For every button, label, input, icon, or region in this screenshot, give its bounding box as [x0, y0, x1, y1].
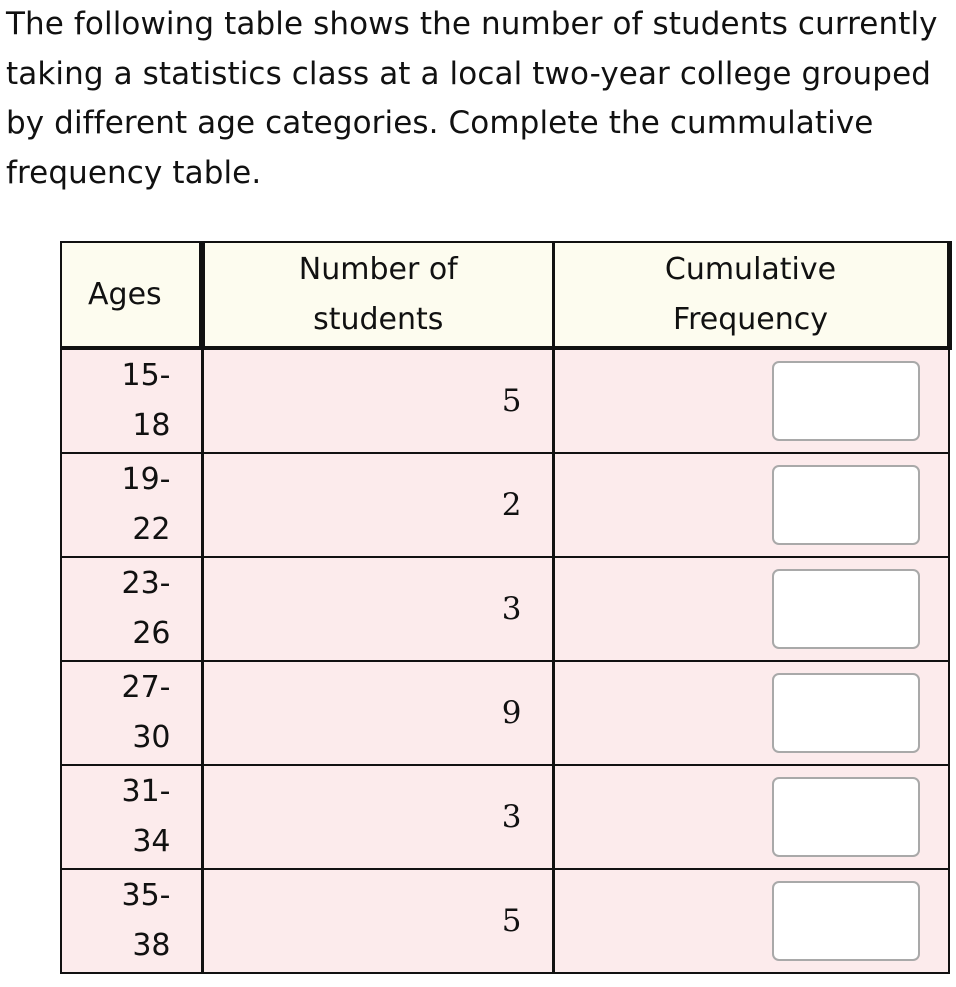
table-row: [61, 765, 949, 869]
age-cell: [61, 348, 202, 453]
age-range-start: 27-: [121, 670, 171, 705]
age-range-end: 26: [132, 616, 171, 651]
table-row: [61, 661, 949, 765]
age-range-start: 19-: [121, 462, 171, 497]
student-count-cell: 5: [202, 348, 553, 453]
age-range-start: 35-: [121, 878, 171, 913]
student-count-cell: 9: [202, 661, 553, 765]
question-text: The following table shows the number of students currently taking a statistics class at a local two-year college grouped by different age categories. Complete the cummulative frequency table.: [6, 6, 938, 191]
cumulative-frequency-input[interactable]: [772, 777, 920, 857]
cumulative-frequency-input[interactable]: [772, 465, 920, 545]
table-row: [61, 348, 949, 453]
student-count-cell: 5: [202, 869, 553, 973]
cumulative-cell: [553, 557, 949, 661]
cumulative-cell: [553, 453, 949, 557]
header-cumulative-line2: Frequency: [673, 301, 828, 337]
age-cell: [61, 661, 202, 765]
cumulative-cell: [553, 348, 949, 453]
header-number-line2: students: [313, 301, 444, 337]
age-range-end: 18: [132, 408, 171, 443]
header-number-of-students: [202, 242, 553, 348]
age-cell: [61, 765, 202, 869]
age-range-start: 15-: [121, 358, 171, 393]
student-count-cell: 3: [202, 765, 553, 869]
age-range-end: 22: [132, 512, 171, 547]
header-ages: [61, 242, 202, 348]
header-cumulative-frequency: [553, 242, 949, 348]
student-count-cell: 3: [202, 557, 553, 661]
cumulative-frequency-input[interactable]: [772, 361, 920, 441]
table-row: [61, 453, 949, 557]
age-cell: [61, 453, 202, 557]
age-range-start: 23-: [121, 566, 171, 601]
age-range-end: 34: [132, 824, 171, 859]
header-cumulative-line1: Cumulative: [664, 251, 837, 287]
cumulative-frequency-table: [60, 241, 952, 974]
cumulative-cell: [553, 661, 949, 765]
cumulative-frequency-input[interactable]: [772, 569, 920, 649]
cumulative-cell: [553, 869, 949, 973]
cumulative-frequency-input[interactable]: [772, 673, 920, 753]
age-range-end: 30: [132, 720, 171, 755]
age-range-end: 38: [132, 928, 171, 963]
table-row: [61, 869, 949, 973]
header-number-line1: Number of: [298, 251, 458, 287]
header-ages-label: Ages: [88, 276, 162, 312]
cumulative-frequency-input[interactable]: [772, 881, 920, 961]
student-count-cell: 2: [202, 453, 553, 557]
age-cell: [61, 869, 202, 973]
age-range-start: 31-: [121, 774, 171, 809]
age-cell: [61, 557, 202, 661]
table-row: [61, 557, 949, 661]
cumulative-cell: [553, 765, 949, 869]
table-header-row: [61, 242, 949, 348]
